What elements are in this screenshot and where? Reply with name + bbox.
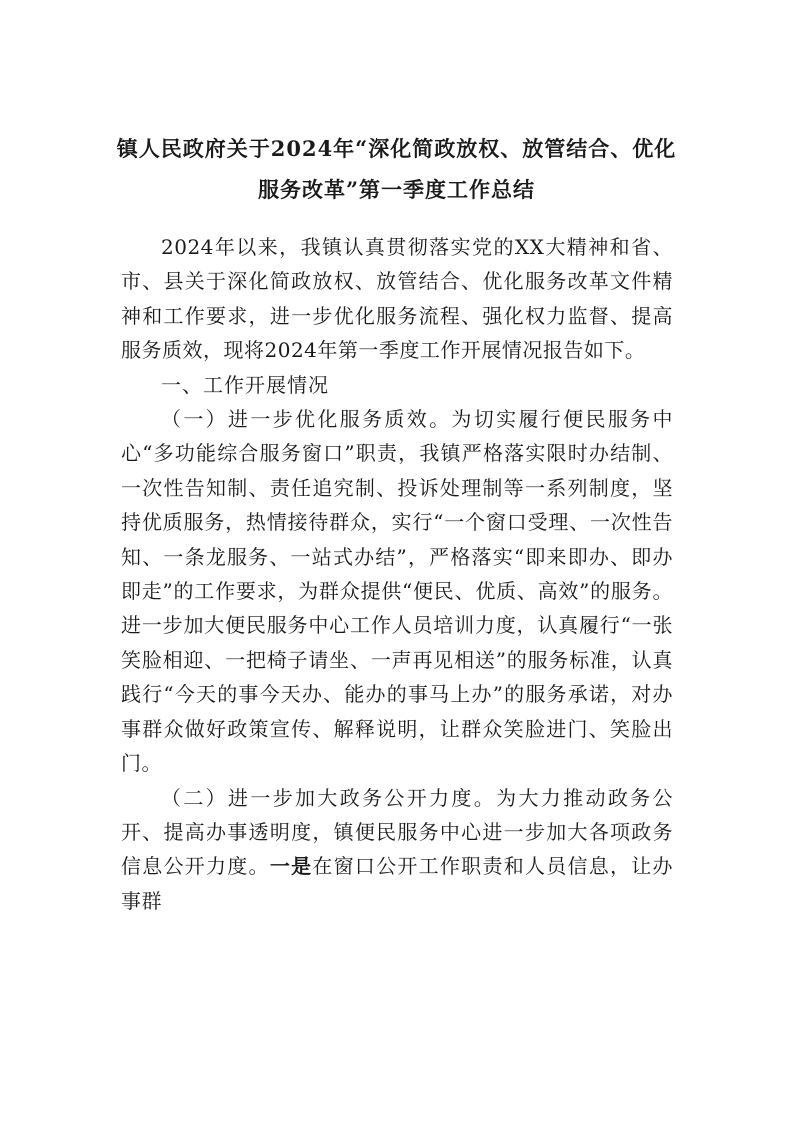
document-title-line-1: 镇人民政府关于2024年“深化简政放权、放管结合、优化 [116, 136, 677, 161]
section-heading: 一、工作开展情况 [161, 372, 329, 397]
paragraph-service-quality: （一）进一步优化服务质效。为切实履行便民服务中心“多功能综合服务窗口”职责，我镇严格落实限时办结制、一次性告知制、责任追究制、投诉处理制等一系列制度，坚持优质服务，热情接待群众，实行“一个窗口受理、一次性告知、一条龙服务、一站式办结”，严格落实“即来即办、即办即走”的工作要求，为群众提供“便民、优质、高效”的服务。进一步加大便民服务中心工作人员培训力度，认真履行“一张笑脸相迎、一把椅子请坐、一声再见相送”的服务标准，认真践行“今天的事今天办、能办的事马上办”的服务承诺，对办事群众做好政策宣传、解释说明，让群众笑脸进门、笑脸出门。 [121, 407, 673, 776]
paragraph-tail-text: 在窗口公开工作职责和人员信息，让办事群 [121, 854, 674, 913]
document-body [121, 230, 673, 918]
paragraph-government-affairs-text: （二）进一步加大政务公开力度。为大力推动政务公开、提高办事透明度，镇便民服务中心进一步加大各项政务信息公开力度。 [121, 785, 673, 879]
intro-paragraph: 2024年以来，我镇认真贯彻落实党的XX大精神和省、市、县关于深化简政放权、放管结合、优化服务改革文件精神和工作要求，进一步优化服务流程、强化权力监督、提高服务质效，现将2024年第一季度工作开展情况报告如下。 [121, 235, 673, 363]
paragraph-government-affairs [121, 781, 673, 919]
document-title-line-2: 服务改革”第一季度工作总结 [257, 177, 536, 202]
bold-lead-text: 一是 [269, 854, 313, 879]
